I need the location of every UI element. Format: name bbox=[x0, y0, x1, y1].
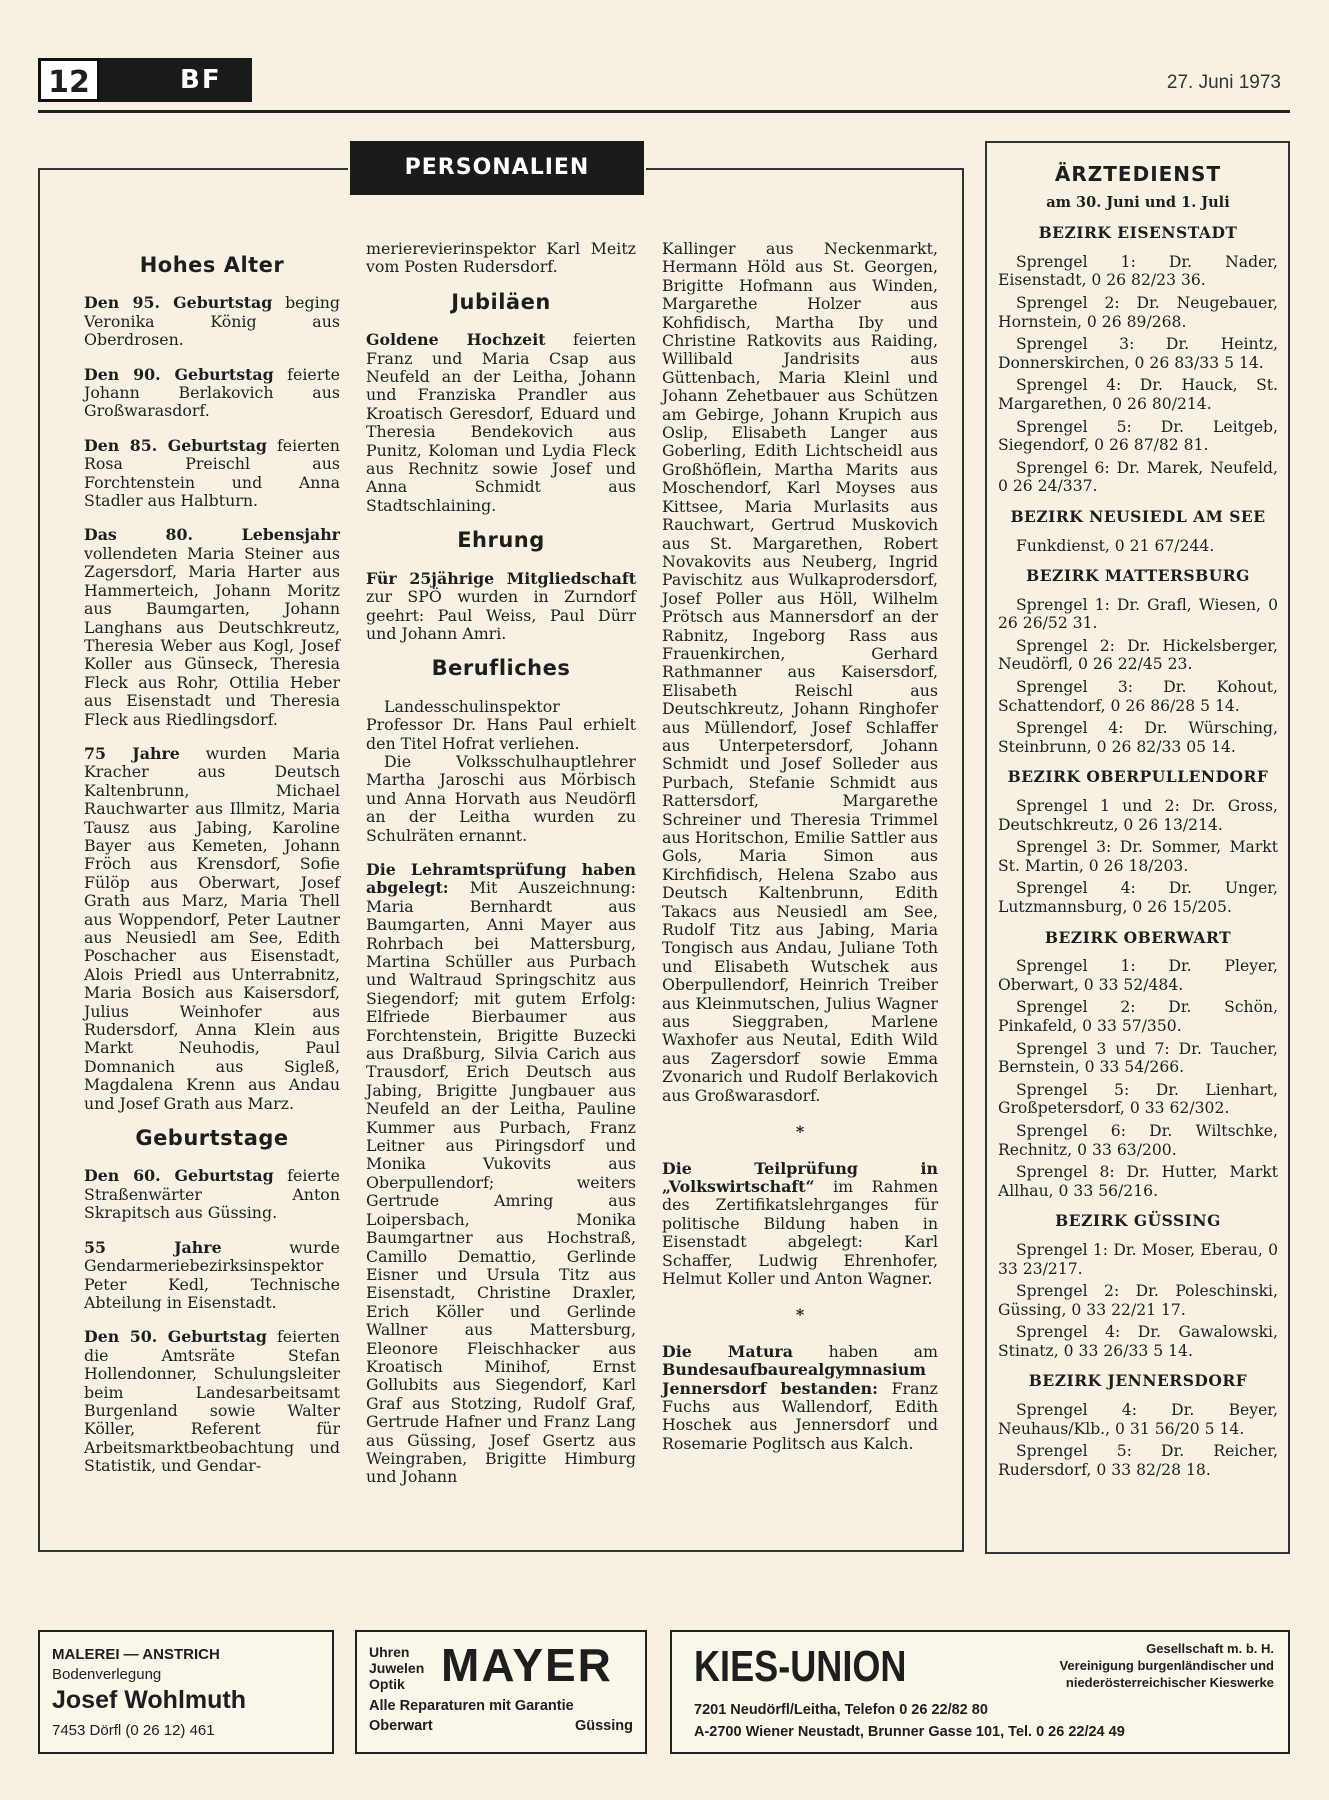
sprengel-entry: Sprengel 6: Dr. Wiltschke, Rechnitz, 0 33 63/200. bbox=[998, 1121, 1278, 1159]
separator-star: * bbox=[795, 1122, 805, 1142]
box-left-rule bbox=[38, 168, 40, 1552]
paragraph bbox=[366, 570, 636, 644]
text: haben am bbox=[792, 1341, 938, 1361]
header-rule bbox=[38, 110, 1290, 113]
ad-line: MALEREI — ANSTRICH bbox=[52, 1646, 220, 1663]
aerztedienst-column bbox=[998, 162, 1278, 1483]
lead: Den 50. Geburtstag bbox=[84, 1327, 267, 1347]
lead: Den 85. Geburtstag bbox=[84, 435, 267, 455]
lead: Goldene Hochzeit bbox=[366, 330, 546, 350]
ad-address: 7453 Dörfl (0 26 12) 461 bbox=[52, 1722, 215, 1739]
sprengel-entry: Sprengel 1: Dr. Grafl, Wiesen, 0 26 26/52 31. bbox=[998, 595, 1278, 633]
sprengel-entry: Sprengel 2: Dr. Schön, Pinkafeld, 0 33 57/350. bbox=[998, 998, 1278, 1035]
ad-name: KIES-UNION bbox=[694, 1642, 907, 1691]
sprengel-entry: Sprengel 3 und 7: Dr. Taucher, Bernstein, 0 33 54/266. bbox=[998, 1039, 1278, 1077]
district-heading: BEZIRK MATTERSBURG bbox=[1026, 566, 1250, 586]
lead: 75 Jahre bbox=[84, 743, 180, 763]
lead: Die Lehramtsprüfung haben abgelegt: bbox=[366, 859, 636, 898]
ad-words bbox=[369, 1644, 424, 1692]
ad-name: MAYER bbox=[441, 1639, 613, 1691]
heading-ehrung: Ehrung bbox=[457, 528, 545, 553]
heading-geburtstage: Geburtstage bbox=[135, 1126, 289, 1151]
paragraph bbox=[84, 745, 340, 1113]
column-1 bbox=[84, 240, 340, 1476]
paragraph bbox=[84, 1239, 340, 1313]
sprengel-entry: Sprengel 3: Dr. Kohout, Schattendorf, 0 26 86/28 5 14. bbox=[998, 678, 1278, 715]
column-2 bbox=[366, 240, 636, 1487]
sprengel-entry: Sprengel 2: Dr. Poleschinski, Güssing, 0 33 22/21 17. bbox=[998, 1282, 1278, 1319]
sprengel-entry: Sprengel 4: Dr. Würsching, Steinbrunn, 0 26 82/33 05 14. bbox=[998, 719, 1278, 756]
district-list bbox=[998, 224, 1278, 1479]
lead: Das 80. Lebensjahr bbox=[84, 525, 340, 545]
ad-wohlmuth bbox=[38, 1630, 334, 1754]
ad-name: Josef Wohlmuth bbox=[52, 1686, 246, 1714]
separator-star: * bbox=[795, 1305, 805, 1325]
sprengel-entry: Sprengel 4: Dr. Beyer, Neuhaus/Klb., 0 31 56/20 5 14. bbox=[998, 1401, 1278, 1438]
text: feierte Johann Berlakovich aus Großwarasdorf. bbox=[84, 364, 340, 421]
heading-jubilaen: Jubiläen bbox=[451, 289, 551, 314]
sprengel-entry: Sprengel 2: Dr. Hickelsberger, Neudörfl, 0 26 22/45 23. bbox=[998, 636, 1278, 674]
district-heading: BEZIRK NEUSIEDL AM SEE bbox=[1010, 506, 1266, 526]
paragraph: Die Volksschulhauptlehrer Martha Jaroschi aus Mörbisch und Anna Horvath aus Neudörfl an der Leitha wurden zu Schulräten ernannt. bbox=[366, 751, 636, 845]
column-3 bbox=[662, 240, 938, 1453]
paragraph bbox=[662, 1343, 938, 1453]
text: feierten die Amtsräte Stefan Hollendonner, Schulungsleiter beim Landesarbeitsamt Burgenland sowie Walter Köller, Referent für Arbeitsmarktbeobachtung und Statistik, und Gendar- bbox=[84, 1327, 340, 1476]
lead: Den 90. Geburtstag bbox=[84, 364, 274, 384]
district-heading: BEZIRK EISENSTADT bbox=[1038, 223, 1238, 243]
section-label: BF bbox=[100, 58, 252, 102]
sprengel-entry: Sprengel 1: Dr. Pleyer, Oberwart, 0 33 52/484. bbox=[998, 957, 1278, 994]
lead: Den 60. Geburtstag bbox=[84, 1166, 274, 1186]
sprengel-entry: Sprengel 1: Dr. Moser, Eberau, 0 33 23/217. bbox=[998, 1240, 1278, 1278]
sprengel-entry: Sprengel 6: Dr. Marek, Neufeld, 0 26 24/337. bbox=[998, 458, 1278, 496]
lead: 55 Jahre bbox=[84, 1237, 222, 1257]
lead: Für 25jährige Mitgliedschaft bbox=[366, 568, 636, 588]
paragraph bbox=[84, 1167, 340, 1222]
sprengel-entry: Sprengel 5: Dr. Leitgeb, Siegendorf, 0 26 87/82 81. bbox=[998, 417, 1278, 455]
text: feierten Rosa Preischl aus Forchtenstein und Anna Stadler aus Halbturn. bbox=[84, 435, 340, 511]
ad-line: Bodenverlegung bbox=[52, 1666, 162, 1683]
lead: Die Teilprüfung in „Volkswirtschaft“ bbox=[662, 1158, 938, 1196]
district-heading: BEZIRK GÜSSING bbox=[1055, 1211, 1221, 1231]
ad-word: Uhren bbox=[369, 1644, 410, 1660]
paragraph bbox=[84, 294, 340, 349]
lead: Bundesaufbaurealgymnasium Jennersdorf bestanden: bbox=[662, 1360, 926, 1398]
text: beging Veronika König aus Oberdrosen. bbox=[84, 293, 340, 350]
ad-line: Gesellschaft m. b. H. bbox=[1146, 1641, 1274, 1656]
sprengel-entry: Sprengel 1 und 2: Dr. Gross, Deutschkreutz, 0 26 13/214. bbox=[998, 797, 1278, 834]
text: vollendeten Maria Steiner aus Zagersdorf, Maria Harter aus Hammerteich, Johann Moritz aus Baumgarten, Johann Langhans aus Deutschkreutz, Theresia Weber aus Kogl, Josef Koller aus Günseck, Theresia Fleck aus Rohr, Ottilia Heber aus Eisenstadt und Theresia Fleck aus Riedlingsdorf. bbox=[84, 543, 340, 729]
sprengel-entry: Sprengel 3: Dr. Heintz, Donnerskirchen, 0 26 83/33 5 14. bbox=[998, 335, 1278, 372]
box-top-rule-right bbox=[646, 168, 964, 170]
text: feierten Franz und Maria Csap aus Neufeld an der Leitha, Johann und Franziska Prandler aus Kroatisch Geresdorf, Eduard und Theresia Bendekovich aus Punitz, Koloman und Lydia Fleck aus Rechnitz sowie Josef und Anna Schmidt aus Stadtschlaining. bbox=[366, 330, 636, 515]
paragraph: merierevierinspektor Karl Meitz vom Posten Rudersdorf. bbox=[366, 239, 636, 277]
paragraph bbox=[84, 366, 340, 421]
ad-mayer bbox=[355, 1630, 647, 1754]
ad-right: Güssing bbox=[574, 1718, 633, 1734]
ad-line: Vereinigung burgenländischer und bbox=[1059, 1658, 1274, 1673]
ad-address: A-2700 Wiener Neustadt, Brunner Gasse 101, Tel. 0 26 22/24 49 bbox=[694, 1724, 1125, 1740]
paragraph bbox=[84, 437, 340, 511]
text: Franz Fuchs aus Wallendorf, Edith Hoschek aus Jennersdorf und Rosemarie Poglitsch aus Kalch. bbox=[662, 1378, 938, 1453]
paragraph: Landesschulinspektor Professor Dr. Hans Paul erhielt den Titel Hofrat verliehen. bbox=[366, 696, 636, 753]
ad-word: Optik bbox=[369, 1676, 405, 1692]
ad-left: Oberwart bbox=[369, 1718, 433, 1734]
district-heading: BEZIRK JENNERSDORF bbox=[1028, 1371, 1248, 1391]
sprengel-entry: Sprengel 1: Dr. Nader, Eisenstadt, 0 26 82/23 36. bbox=[998, 252, 1278, 290]
paragraph bbox=[366, 861, 636, 1487]
text: im Rahmen des Zertifikatslehrganges für politische Bildung haben in Eisenstadt abgelegt: Karl Schaffer, Ludwig Ehrenhofer, Helmut Koller und Anton Wagner. bbox=[662, 1176, 938, 1288]
page-number: 12 bbox=[38, 58, 100, 102]
lead: Die Matura bbox=[662, 1341, 793, 1361]
ad-desc bbox=[1059, 1640, 1274, 1691]
text: feierte Straßenwärter Anton Skrapitsch aus Güssing. bbox=[84, 1166, 340, 1223]
district-heading: BEZIRK OBERPULLENDORF bbox=[1007, 767, 1269, 787]
sprengel-entry: Sprengel 4: Dr. Gawalowski, Stinatz, 0 33 26/33 5 14. bbox=[998, 1323, 1278, 1360]
lead: Den 95. Geburtstag bbox=[84, 293, 273, 313]
heading-berufliches: Berufliches bbox=[431, 656, 571, 681]
sprengel-entry: Sprengel 4: Dr. Hauck, St. Margarethen, 0 26 80/214. bbox=[998, 376, 1278, 413]
paragraph: Kallinger aus Neckenmarkt, Hermann Höld aus St. Georgen, Brigitte Hofmann aus Winden, Margarethe Holzer aus Kohfidisch, Martha Iby und Christine Ratkovits aus Raiding, Willibald Jandrisits aus Güttenbach, Maria Kleinl und Johann Zehetbauer aus Schützen am Gebirge, Johann Krupich aus Oslip, Elisabeth Langer aus Goberling, Edith Lichtscheidl aus Großhöflein, Martha Marits aus Moschendorf, Karl Moyses aus Kittsee, Maria Murlasits aus Rauchwart, Gertrud Muskovich aus St. Margarethen, Robert Novakovits aus Neuberg, Ingrid Pavischitz aus Wulkaprodersdorf, Josef Poller aus Höll, Wilhelm Prötsch aus Mannersdorf an der Rabnitz, Ingeborg Rass aus Frauenkirchen, Gerhard Rathmanner aus Kaisersdorf, Elisabeth Reischl aus Deutschkreutz, Johann Ringhofer aus Müllendorf, Josef Schlaffer aus Unterpetersdorf, Johann Schmidt und Josef Solleder aus Purbach, Stefanie Schmidt aus Rattersdorf, Margarethe Schreiner und Theresia Trimmel aus Horitschon, Emilie Sattler aus Gols, Maria Simon aus Kirchfidisch, Helena Szabo aus Deutsch Kaltenbrunn, Edith Takacs aus Neusiedl am See, Rudolf Titz aus Jabing, Maria Tongisch aus Andau, Juliane Toth und Elisabeth Wutschek aus Oberpullendorf, Heinrich Treiber aus Kleinmutschen, Julius Wagner aus Sieggraben, Marlene Waxhofer aus Neutal, Edith Wild aus Zagersdorf sowie Emma Zvonarich und Rudolf Berlakovich aus Großwarasdorf. bbox=[662, 239, 938, 1105]
aerztedienst-subtitle: am 30. Juni und 1. Juli bbox=[1046, 193, 1230, 211]
ad-word: Juwelen bbox=[369, 1660, 425, 1676]
text: wurden Maria Kracher aus Deutsch Kaltenbrunn, Michael Rauchwarter aus Illmitz, Maria Tausz aus Jabing, Karoline Bayer aus Kemeten, Johann Fröch aus Krensdorf, Sofie Fülöp aus Oberwart, Josef Grath aus Marz, Maria Thell aus Woppendorf, Peter Lautner aus Neusiedl am See, Edith Poschacher aus Eisenstadt, Alois Priedl aus Unterrabnitz, Maria Bosich aus Kaisersdorf, Julius Weinhofer aus Rudersdorf, Anna Klein aus Markt Neuhodis, Paul Domnanich aus Sigleß, Magdalena Krenn aus Andau und Josef Grath aus Marz. bbox=[84, 743, 340, 1113]
sprengel-entry: Funkdienst, 0 21 67/244. bbox=[1016, 536, 1215, 555]
district-heading: BEZIRK OBERWART bbox=[1044, 927, 1232, 947]
sprengel-entry: Sprengel 3: Dr. Sommer, Markt St. Martin, 0 26 18/203. bbox=[998, 838, 1278, 875]
paragraph bbox=[662, 1160, 938, 1289]
sprengel-entry: Sprengel 5: Dr. Reicher, Rudersdorf, 0 33 82/28 18. bbox=[998, 1442, 1278, 1479]
text: wurde Gendarmeriebezirksinspektor Peter Kedl, Technische Abteilung in Eisenstadt. bbox=[84, 1237, 340, 1312]
ad-line: Alle Reparaturen mit Garantie bbox=[369, 1698, 574, 1714]
sprengel-entry: Sprengel 8: Dr. Hutter, Markt Allhau, 0 33 56/216. bbox=[998, 1163, 1278, 1200]
heading-hohes-alter: Hohes Alter bbox=[139, 253, 285, 277]
sprengel-entry: Sprengel 5: Dr. Lienhart, Großpetersdorf, 0 33 62/302. bbox=[998, 1080, 1278, 1118]
sprengel-entry: Sprengel 4: Dr. Unger, Lutzmannsburg, 0 26 15/205. bbox=[998, 879, 1278, 916]
ad-kies-union bbox=[670, 1630, 1290, 1754]
issue-date: 27. Juni 1973 bbox=[1166, 72, 1281, 93]
paragraph bbox=[84, 526, 340, 728]
personalien-banner: PERSONALIEN bbox=[350, 141, 644, 195]
text: Mit Auszeichnung: Maria Bernhardt aus Baumgarten, Anni Mayer aus Rohrbach bei Mattersburg, Martina Schüller aus Purbach und Waltraud Springschitz aus Siegendorf; mit gutem Erfolg: Elfriede Bierbaumer aus Forchtenstein, Brigitte Buzecki aus Draßburg, Silvia Carich aus Trausdorf, Erich Deutsch aus Jabing, Brigitte Jungbauer aus Neufeld an der Leitha, Pauline Kummer aus Purbach, Franz Leitner aus Piringsdorf und Monika Vukovits aus Oberpullendorf; weiters Gertrude Amring aus Loipersbach, Monika Baumgartner aus Hochstraß, Camillo Demattio, Gerlinde Eisner und Ursula Titz aus Eisenstadt, Christine Draxler, Erich Köller und Gerlinde Wallner aus Mattersburg, Eleonore Fleischhacker aus Kroatisch Minihof, Ernst Gollubits aus Siegendorf, Karl Graf aus Stotzing, Rudolf Graf, Gertrude Hafner und Franz Lang aus Güssing, Josef Gsertz aus Weingraben, Brigitte Himburg und Johann bbox=[366, 878, 636, 1487]
box-top-rule-left bbox=[38, 168, 348, 170]
paragraph bbox=[366, 331, 636, 515]
aerztedienst-title: ÄRZTEDIENST bbox=[1054, 162, 1222, 186]
sprengel-entry: Sprengel 2: Dr. Neugebauer, Hornstein, 0 26 89/268. bbox=[998, 293, 1278, 331]
ad-line: niederösterreichischer Kieswerke bbox=[1065, 1675, 1274, 1690]
paragraph bbox=[84, 1328, 340, 1475]
text: zur SPÖ wurden in Zurndorf geehrt: Paul Weiss, Paul Dürr und Johann Amri. bbox=[366, 587, 636, 643]
ad-address: 7201 Neudörfl/Leitha, Telefon 0 26 22/82 80 bbox=[694, 1702, 988, 1718]
